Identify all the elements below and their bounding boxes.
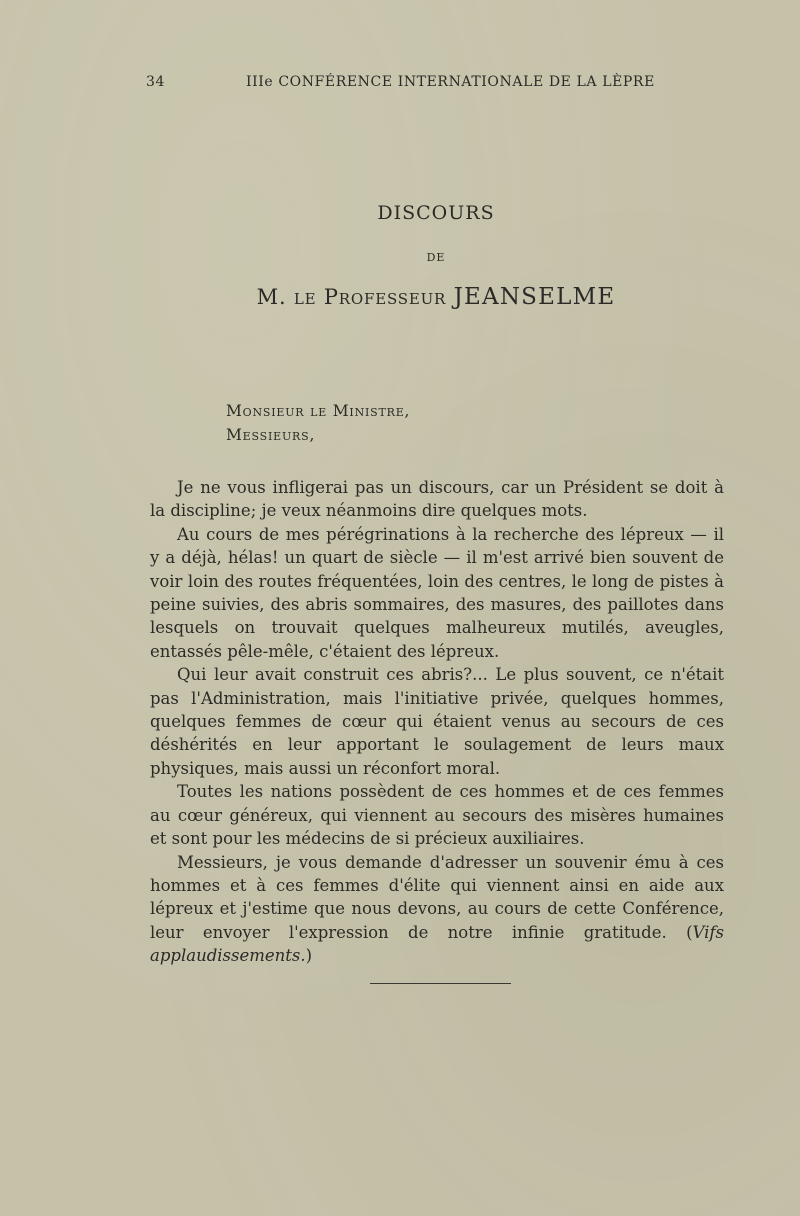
paragraph: Au cours de mes pérégrinations à la recherche des lépreux — il y a déjà, hélas! un quart de siècle — il m'est arrivé bien souvent de voir loin des routes fréquentées, loin des centres, le long de pistes à peine suivies, des abris sommaires, des masures, des paillotes dans lesquels on trouvait quelques malheureux mutilés, aveugles, entassés pêle-mêle, c'étaient des lépreux.: [150, 524, 724, 661]
closing-rule: [370, 983, 511, 984]
speaker-prefix: M. le Professeur: [256, 285, 447, 309]
page-number: 34: [146, 74, 166, 90]
open-paren: (: [666, 922, 693, 942]
paragraph: Qui leur avait construit ces abris?... Le plus souvent, ce n'était pas l'Administration, mais l'initiative privée, quelques hommes, quelques femmes de cœur qui étaient venus au secours de ces déshérités en leur apportant le soulagement de leurs maux physiques, mais aussi un réconfort moral.: [150, 665, 724, 778]
section-title: DISCOURS: [377, 202, 495, 224]
closing-text: Messieurs, je vous demande d'adresser un souvenir ému à ces hommes et à ces femmes d'élite qui viennent ainsi en aide aux lépreux et j'estime que nous devons, au cours de cette Conférence, leur envoyer l'expression de notre infinie gratitude.: [150, 852, 724, 942]
applause-note: Vifs applaudissements.: [150, 922, 724, 966]
paragraph-closing: [150, 851, 724, 968]
close-paren: ): [305, 946, 313, 966]
speaker-line: [0, 284, 800, 310]
speech-body: [150, 476, 724, 968]
running-head: [146, 74, 655, 94]
paragraph: Je ne vous infligerai pas un discours, car un Président se doit à la discipline; je veux néanmoins dire quelques mots.: [150, 478, 724, 521]
journal-title: IIIe CONFÉRENCE INTERNATIONALE DE LA LÈPRE: [246, 74, 655, 90]
paragraph: Toutes les nations possèdent de ces hommes et de ces femmes au cœur généreux, qui viennent au secours des misères humaines et sont pour les médecins de si précieux auxiliaires.: [150, 782, 724, 849]
speaker-name: JEANSELME: [453, 284, 616, 310]
title-connector: DE: [426, 251, 446, 264]
salutation-minister: Monsieur le Ministre,: [226, 402, 411, 420]
salutation-gentlemen: Messieurs,: [226, 426, 316, 444]
